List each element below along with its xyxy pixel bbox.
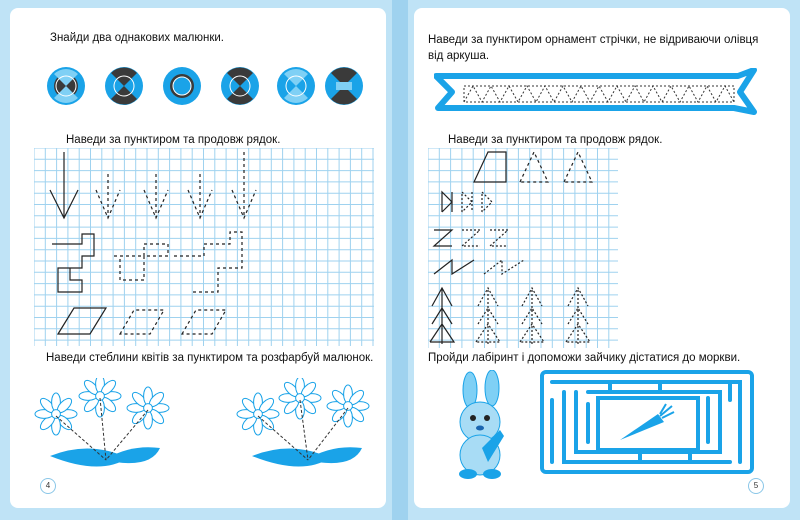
flower-icon [237,393,279,435]
arrow-row [50,152,256,218]
left-page [10,8,386,508]
maze[interactable] [540,370,760,480]
circle-picture-6[interactable] [325,67,363,105]
task-flower-stems: Наведи стеблини квітів за пунктиром та розфарбуй малюнок. [46,352,374,364]
task-find-identical: Знайди два однакових малюнки. [50,32,224,44]
task-ribbon-line2: від аркуша. [428,50,490,62]
parallelogram-row [58,308,226,334]
ribbon-ornament[interactable] [434,68,764,122]
bunny-icon [459,370,504,479]
flower-icon [35,393,77,435]
flower-icon [79,378,121,417]
tree-row [430,288,590,344]
page-number: 5 [748,478,764,494]
task-maze: Пройди лабіринт і допоможи зайчику дістатися до моркви. [428,352,741,364]
carrot-icon [620,404,674,440]
circle-picture-1[interactable] [47,67,85,105]
task-trace-row: Наведи за пунктиром та продовж рядок. [66,134,281,146]
flower-icon [327,385,369,427]
right-page [414,8,790,508]
task-trace-row: Наведи за пунктиром та продовж рядок. [448,134,663,146]
flower-icon [127,387,169,429]
circle-picture-4[interactable] [221,67,259,105]
circle-picture-2[interactable] [105,67,143,105]
circle-picture-3[interactable] [163,67,201,105]
tracing-grid[interactable] [428,148,618,348]
page-number: 4 [40,478,56,494]
tracing-grid[interactable] [34,148,374,346]
task-ribbon-line1: Наведи за пунктиром орнамент стрічки, не відриваючи олівця [428,34,759,46]
circle-pictures [10,58,386,118]
flower-icon [279,378,321,419]
circle-picture-5[interactable] [277,67,315,105]
flowers-picture[interactable] [10,378,386,488]
book-spine [392,0,408,520]
bunny-picture [430,370,550,480]
pattern-row-1 [474,152,592,182]
